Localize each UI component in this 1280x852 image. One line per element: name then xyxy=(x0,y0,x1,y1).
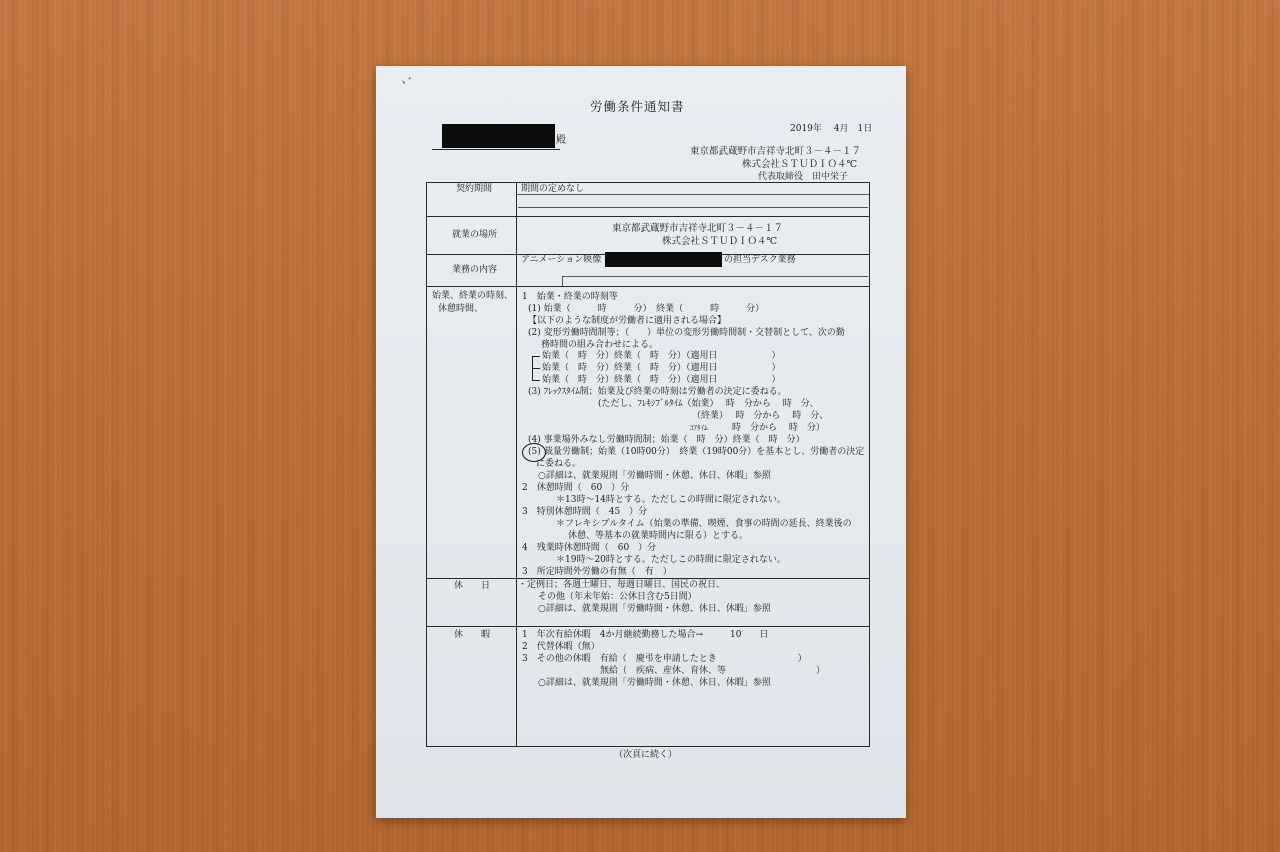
addressee-underline xyxy=(432,149,560,150)
corner-scribble: ヽ゛ xyxy=(398,78,418,89)
holidays-line: ○詳細は、就業規則「労働時間・休憩、休日、休暇」参照 xyxy=(538,604,771,614)
hours-line: 始業（ 時 分）終業（ 時 分）（適用日 ） xyxy=(542,375,781,385)
duties-suffix: の担当デスク業務 xyxy=(724,255,796,265)
leave-label: 休 暇 xyxy=(454,630,491,640)
employer-company: 株式会社ＳＴＵＤＩＯ４℃ xyxy=(742,159,858,170)
leave-line: 無給（ 疾病、産休、育休、等 ） xyxy=(600,666,826,676)
holidays-label: 休 日 xyxy=(454,581,491,591)
leave-line: 3 その他の休暇 有給（ 慶弔を申請したとき ） xyxy=(522,654,807,664)
contract-label: 契約期間 xyxy=(456,184,493,194)
hours-line: (1) 始業（ 時 分） 終業（ 時 分） xyxy=(528,304,765,314)
hours-line: (4) 事業場外みなし労働時間制；始業（ 時 分）終業（ 時 分） xyxy=(528,435,805,445)
hours-line: (ただし、ﾌﾚｷｼﾌﾞﾙﾀｲﾑ（始業） 時 分から 時 分、 xyxy=(598,399,819,409)
hours-line: 2 休憩時間（ 60 ）分 xyxy=(522,483,630,493)
hours-line: ｺｱﾀｲﾑ xyxy=(690,424,708,432)
hours-line: 3 特別休憩時間（ 45 ）分 xyxy=(522,507,648,517)
redacted-title-name xyxy=(605,252,722,267)
workplace-address: 東京都武蔵野市吉祥寺北町３－４－１７ xyxy=(612,223,784,234)
workplace-company: 株式会社ＳＴＵＤＩＯ４℃ xyxy=(662,236,778,247)
hours-line: 1 始業・終業の時刻等 xyxy=(522,292,618,302)
hours-line: 休憩、等基本の就業時間内に限る）とする。 xyxy=(568,531,749,541)
duties-label: 業務の内容 xyxy=(452,265,498,275)
hours-label-line2: 休憩時間、 xyxy=(438,304,484,314)
employer-representative: 代表取締役 田中栄子 xyxy=(758,172,849,182)
redacted-addressee-name xyxy=(442,124,555,148)
hours-line: 【以下のような制度が労働者に適用される場合】 xyxy=(528,316,727,326)
issue-date: 2019年 4月 1日 xyxy=(790,124,873,134)
hours-line: 時 分から 時 分） xyxy=(732,423,825,433)
labor-conditions-notice-sheet xyxy=(376,66,906,818)
leave-line: 1 年次有給休暇 4か月継続勤務した場合→ 10 日 xyxy=(522,630,769,640)
hours-line: 3 所定時間外労働の有無（ 有 ） xyxy=(522,567,672,577)
hours-line: 4 残業時休憩時間（ 60 ）分 xyxy=(522,543,657,553)
hours-line: （終業） 時 分から 時 分、 xyxy=(692,411,829,421)
hours-line: 始業（ 時 分）終業（ 時 分）（適用日 ） xyxy=(542,363,781,373)
hours-line: (5) xyxy=(528,447,541,457)
hours-line: ＊19時～20時とする。ただしこの時間に限定されない。 xyxy=(556,555,786,565)
hours-line: (3) ﾌﾚｯｸｽﾀｲﾑ制；始業及び終業の時刻は労働者の決定に委ねる。 xyxy=(528,387,787,397)
hours-label-line1: 始業、終業の時刻、 xyxy=(432,291,514,301)
leave-line: ○詳細は、就業規則「労働時間・休憩、休日、休暇」参照 xyxy=(538,678,771,688)
hours-line: ＊13時～14時とする。ただしこの時間に限定されない。 xyxy=(556,495,786,505)
leave-line: 2 代替休暇（無） xyxy=(522,642,600,652)
contract-value: 期間の定めなし xyxy=(521,184,585,194)
hours-line: 務時間の組み合わせによる。 xyxy=(541,340,659,350)
hours-line: (2) 変形労働時間制等；（ ）単位の変形労働時間制・交替制として、次の勤 xyxy=(528,328,845,338)
addressee-suffix: 殿 xyxy=(556,135,566,146)
hours-line: ○詳細は、就業規則「労働時間・休憩、休日、休暇」参照 xyxy=(538,471,771,481)
hours-line: 裁量労働制；始業（10時00分） 終業（19時00分）を基本とし、労働者の決定 xyxy=(544,447,865,457)
workplace-label: 就業の場所 xyxy=(452,230,498,240)
document-title: 労働条件通知書 xyxy=(590,99,685,114)
hours-line: 始業（ 時 分）終業（ 時 分）（適用日 ） xyxy=(542,351,781,361)
holidays-line: その他（年末年始：公休日含む5日間） xyxy=(538,592,697,602)
holidays-line: ・定例日；各週土曜日、毎週日曜日、国民の祝日、 xyxy=(518,580,726,590)
hours-line: に委ねる。 xyxy=(536,459,582,469)
duties-prefix: アニメーション映像 xyxy=(521,255,602,265)
employer-address: 東京都武蔵野市吉祥寺北町３－４－１７ xyxy=(690,146,862,157)
hours-line: ＊フレキシブルタイム（始業の準備、喫煙、食事の時間の延長、終業後の xyxy=(556,519,852,529)
continued-note: （次頁に続く） xyxy=(614,750,678,760)
